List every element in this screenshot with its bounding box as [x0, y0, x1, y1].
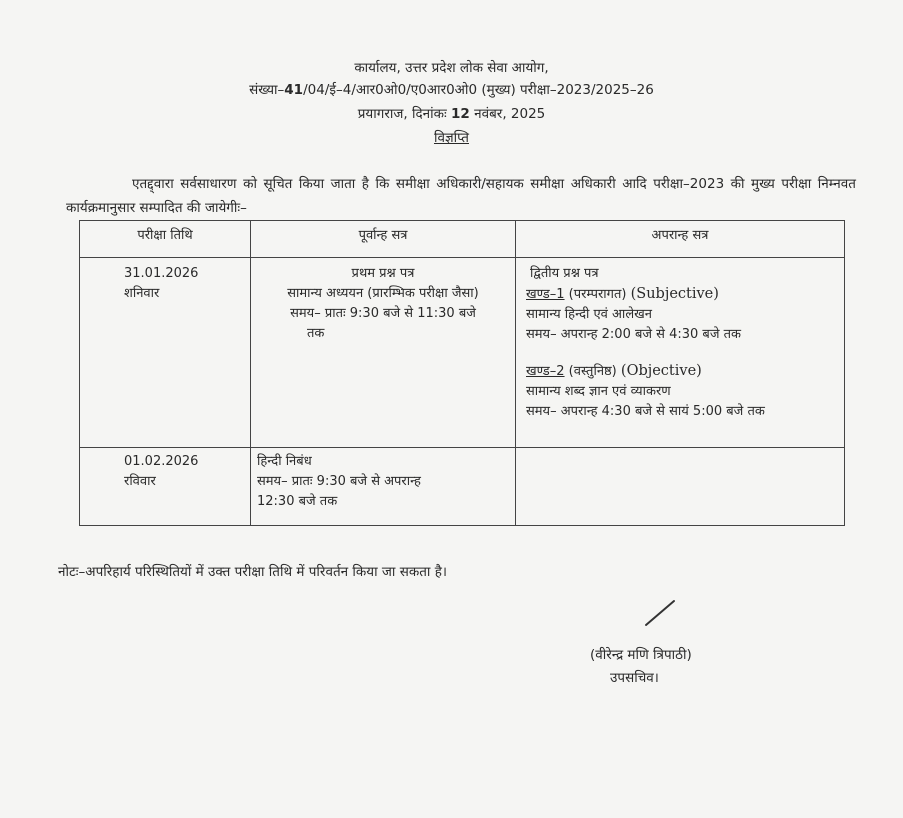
row2-morning-title: हिन्दी निबंध: [257, 454, 312, 469]
table-row: [80, 448, 845, 526]
row1-afternoon-cell: [516, 258, 845, 448]
place-date: [0, 104, 903, 122]
notice-title-text: विज्ञप्ति: [433, 130, 469, 146]
part1-heading: [526, 284, 838, 305]
exam-schedule-table: [79, 220, 845, 526]
note-text: नोटः–अपरिहार्य परिस्थितियों में उक्त परीक्षा तिथि में परिवर्तन किया जा सकता है।: [58, 564, 447, 580]
row1-morning-subject: सामान्य अध्ययन (प्रारम्भिक परीक्षा जैसा): [287, 286, 479, 301]
signatory-name: (वीरेन्द्र मणि त्रिपाठी): [590, 647, 692, 663]
table-header-row: [80, 221, 845, 258]
header-morning-session: पूर्वान्ह सत्र: [251, 221, 516, 258]
row1-date: 31.01.2026: [124, 266, 199, 281]
row1-date-cell: [80, 258, 251, 448]
row2-morning-cell: [251, 448, 516, 526]
reference-suffix: /04/ई–4/आर0ओ0/ए0आर0ओ0 (मुख्य) परीक्षा–2023/2025–26: [303, 82, 654, 98]
row2-date-cell: [80, 448, 251, 526]
row2-date: 01.02.2026: [124, 454, 199, 469]
row1-morning-cell: [251, 258, 516, 448]
intro-paragraph: [66, 172, 856, 220]
part2-time: समय– अपरान्ह 4:30 बजे से सायं 5:00 बजे तक: [526, 404, 765, 419]
reference-prefix: संख्या–: [249, 82, 285, 98]
header-afternoon-session: अपरान्ह सत्र: [516, 221, 845, 258]
row2-morning-time: समय– प्रातः 9:30 बजे से अपरान्ह: [257, 474, 421, 489]
place-date-suffix: नवंबर, 2025: [474, 106, 546, 122]
header-exam-date: परीक्षा तिथि: [80, 221, 251, 258]
reference-handwritten-number: 41: [284, 82, 304, 98]
row1-morning-time: समय– प्रातः 9:30 बजे से 11:30 बजे: [290, 306, 476, 321]
part2-subject: सामान्य शब्द ज्ञान एवं व्याकरण: [526, 384, 671, 399]
signatory-designation: उपसचिव।: [610, 670, 659, 686]
intro-text: एतद्द्वारा सर्वसाधारण को सूचित किया जाता है कि समीक्षा अधिकारी/सहायक समीक्षा अधिकारी आदि परीक्षा–2023 की मुख्य परीक्षा निम्नवत कार्यक्रमानुसार सम्पादित की जायेगीः–: [66, 176, 856, 216]
table-row: [80, 258, 845, 448]
part1-label: खण्ड–1: [526, 287, 565, 302]
office-name: कार्यालय, उत्तर प्रदेश लोक सेवा आयोग,: [354, 60, 549, 76]
part2-type: (वस्तुनिष्ठ): [564, 364, 617, 379]
signature-stroke: [640, 598, 680, 628]
part2-label: खण्ड–2: [526, 364, 565, 379]
part1-subject: सामान्य हिन्दी एवं आलेखन: [526, 307, 652, 322]
part1-english: (Subjective): [630, 286, 719, 302]
row1-day: शनिवार: [124, 286, 160, 301]
place-date-prefix: प्रयागराज, दिनांकः: [357, 106, 447, 122]
part1-time: समय– अपरान्ह 2:00 बजे से 4:30 बजे तक: [526, 327, 742, 342]
row2-afternoon-cell: [516, 448, 845, 526]
reference-number: [0, 80, 903, 98]
notice-title: [0, 128, 903, 146]
row1-morning-title: प्रथम प्रश्न पत्र: [351, 266, 415, 281]
row1-afternoon-title: द्वितीय प्रश्न पत्र: [530, 266, 599, 281]
part2-heading: [526, 361, 838, 382]
row1-morning-time-end: तक: [307, 326, 325, 341]
row2-morning-time-end: 12:30 बजे तक: [257, 494, 338, 509]
row2-day: रविवार: [124, 474, 156, 489]
date-handwritten-day: 12: [451, 106, 470, 122]
part1-type: (परम्परागत): [564, 287, 627, 302]
part2-english: (Objective): [620, 363, 702, 379]
